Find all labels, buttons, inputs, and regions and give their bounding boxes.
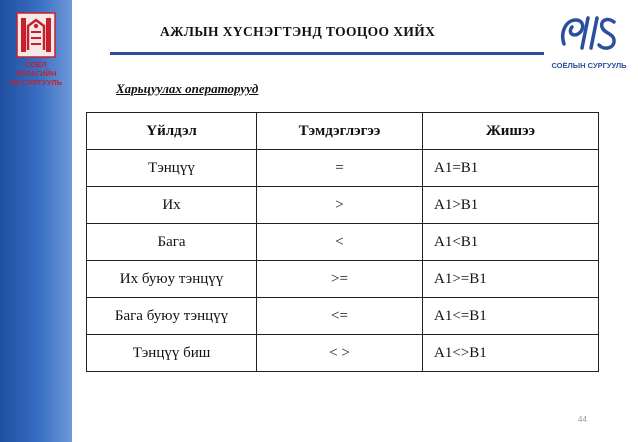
left-logo-caption-1: СОЁЛ УРЛАГИЙН [15, 60, 57, 78]
table-row [87, 298, 599, 335]
table-row [87, 261, 599, 298]
header-operation: Үйлдэл [87, 113, 257, 150]
example-cell: A1>B1 [423, 187, 599, 224]
school-logo-icon [558, 14, 620, 54]
right-logo [548, 14, 630, 70]
title-underline [110, 52, 544, 55]
table-row [87, 187, 599, 224]
header-symbol: Тэмдэглэгээ [257, 113, 423, 150]
example-cell: A1<>B1 [423, 335, 599, 372]
example-cell: A1<=B1 [423, 298, 599, 335]
operation-cell: Бага [87, 224, 257, 261]
symbol-cell: > [257, 187, 423, 224]
symbol-cell: >= [257, 261, 423, 298]
operation-cell: Их буюу тэнцүү [87, 261, 257, 298]
operation-cell: Бага буюу тэнцүү [87, 298, 257, 335]
example-cell: A1>=B1 [423, 261, 599, 298]
university-emblem-icon [16, 12, 56, 58]
symbol-cell: <= [257, 298, 423, 335]
symbol-cell: = [257, 150, 423, 187]
table-row [87, 224, 599, 261]
header-example: Жишээ [423, 113, 599, 150]
table-row [87, 150, 599, 187]
left-logo-caption-2: ИХ СУРГУУЛЬ [9, 78, 63, 87]
right-logo-caption: СОЁЛЫН СУРГУУЛЬ [551, 61, 627, 70]
left-logo [4, 12, 68, 87]
operators-table [86, 112, 599, 372]
table-row [87, 335, 599, 372]
example-cell: A1<B1 [423, 224, 599, 261]
symbol-cell: < > [257, 335, 423, 372]
page-number: 44 [578, 415, 587, 424]
operation-cell: Тэнцүү [87, 150, 257, 187]
example-cell: A1=B1 [423, 150, 599, 187]
operation-cell: Их [87, 187, 257, 224]
table-header-row [87, 113, 599, 150]
section-subtitle: Харьцуулах операторууд [116, 81, 259, 96]
symbol-cell: < [257, 224, 423, 261]
operation-cell: Тэнцүү биш [87, 335, 257, 372]
page-title: АЖЛЫН ХҮСНЭГТЭНД ТООЦОО ХИЙХ [160, 24, 436, 39]
